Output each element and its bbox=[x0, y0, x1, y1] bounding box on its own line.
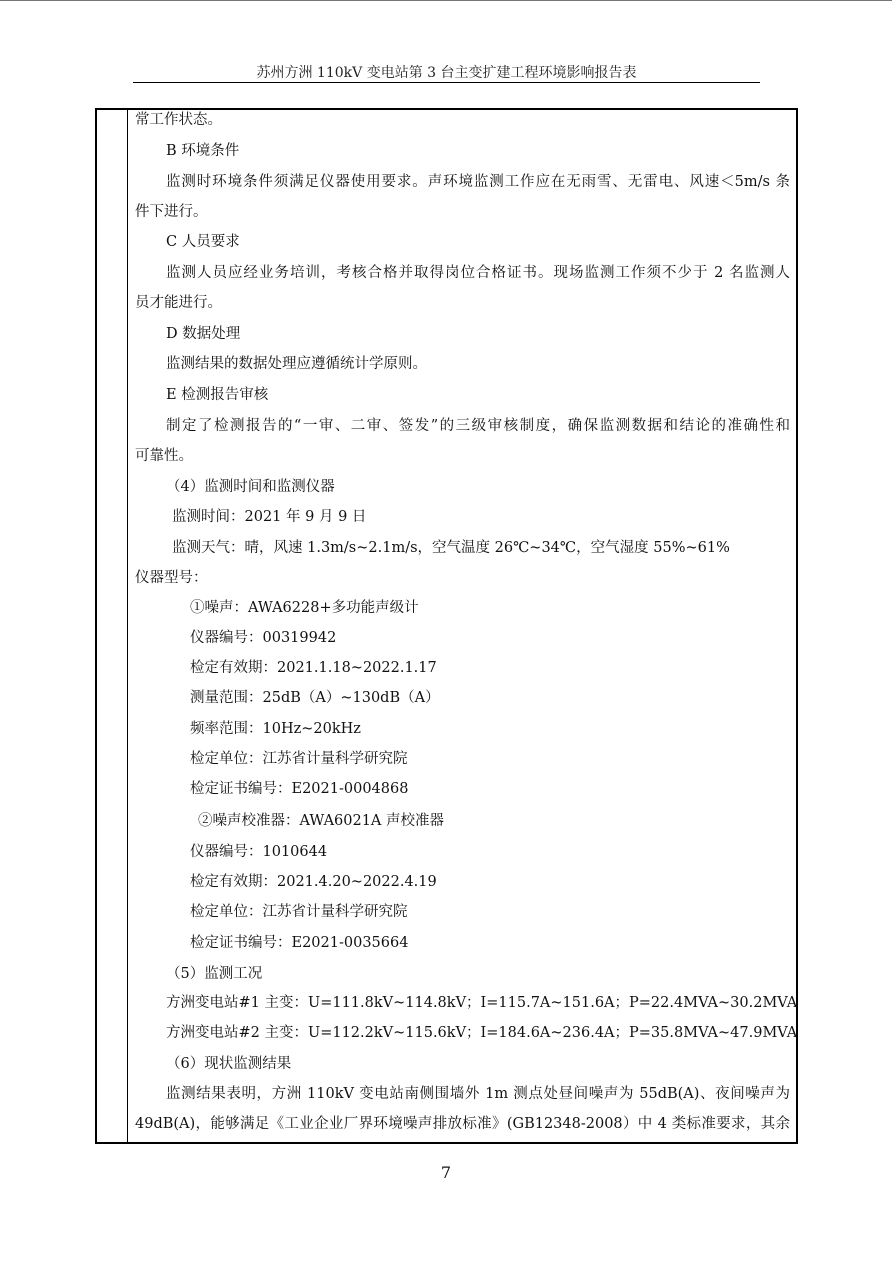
section-heading: （6）现状监测结果 bbox=[166, 1056, 292, 1072]
text-line: ②噪声校准器：AWA6021A 声校准器 bbox=[198, 813, 445, 829]
subheading: D 数据处理 bbox=[166, 326, 241, 342]
text-line: 监测结果的数据处理应遵循统计学原则。 bbox=[166, 356, 427, 372]
text-line: 仪器型号： bbox=[135, 570, 208, 586]
text-line: ①噪声：AWA6228+多功能声级计 bbox=[190, 600, 419, 616]
text-line: 常工作状态。 bbox=[135, 112, 222, 128]
text-line: 仪器编号：1010644 bbox=[190, 844, 328, 860]
text-line: 可靠性。 bbox=[135, 448, 193, 464]
text-line: 检定证书编号：E2021-0035664 bbox=[190, 935, 409, 951]
page-header: 苏州方洲 110kV 变电站第 3 台主变扩建工程环境影响报告表 bbox=[256, 65, 637, 81]
text-line: 测量范围：25dB（A）~130dB（A） bbox=[190, 690, 440, 706]
subheading: B 环境条件 bbox=[166, 143, 240, 159]
text-line: 员才能进行。 bbox=[135, 295, 222, 311]
text-line: 检定证书编号：E2021-0004868 bbox=[190, 781, 409, 797]
text-line: 检定单位：江苏省计量科学研究院 bbox=[190, 751, 408, 767]
text-line: 监测结果表明，方洲 110kV 变电站南侧围墙外 1m 测点处昼间噪声为 55dB(A)、夜间噪声为 bbox=[166, 1086, 790, 1102]
text-line: 监测人员应经业务培训，考核合格并取得岗位合格证书。现场监测工作须不少于 2 名监测人 bbox=[166, 265, 790, 281]
text-line: 监测天气：晴，风速 1.3m/s~2.1m/s，空气温度 26℃~34℃，空气湿度 55%~61% bbox=[172, 540, 730, 556]
text-line: 监测时环境条件须满足仪器使用要求。声环境监测工作应在无雨雪、无雷电、风速＜5m/s 条 bbox=[166, 174, 790, 190]
section-heading: （4）监测时间和监测仪器 bbox=[166, 479, 335, 495]
text-line: 检定有效期：2021.4.20~2022.4.19 bbox=[190, 874, 437, 890]
text-line: 频率范围：10Hz~20kHz bbox=[190, 721, 361, 737]
text-line: 仪器编号：00319942 bbox=[190, 630, 337, 646]
text-line: 件下进行。 bbox=[135, 204, 208, 220]
subheading: E 检测报告审核 bbox=[166, 387, 269, 403]
text-line: 监测时间：2021 年 9 月 9 日 bbox=[172, 509, 367, 525]
section-heading: （5）监测工况 bbox=[166, 966, 263, 982]
text-line: 方洲变电站#2 主变：U=112.2kV~115.6kV；I=184.6A~236.4A；P=35.8MVA~47.9MVA bbox=[166, 1025, 798, 1041]
text-line: 检定有效期：2021.1.18~2022.1.17 bbox=[190, 660, 437, 676]
text-line: 制定了检测报告的“一审、二审、签发”的三级审核制度，确保监测数据和结论的准确性和 bbox=[166, 418, 790, 434]
text-line: 49dB(A)，能够满足《工业企业厂界环境噪声排放标准》(GB12348-2008）中 4 类标准要求，其余 bbox=[135, 1116, 790, 1132]
subheading: C 人员要求 bbox=[166, 234, 240, 250]
page-number: 7 bbox=[440, 1163, 452, 1182]
text-line: 检定单位：江苏省计量科学研究院 bbox=[190, 904, 408, 920]
text-line: 方洲变电站#1 主变：U=111.8kV~114.8kV；I=115.7A~151.6A；P=22.4MVA~30.2MVA bbox=[166, 995, 798, 1011]
